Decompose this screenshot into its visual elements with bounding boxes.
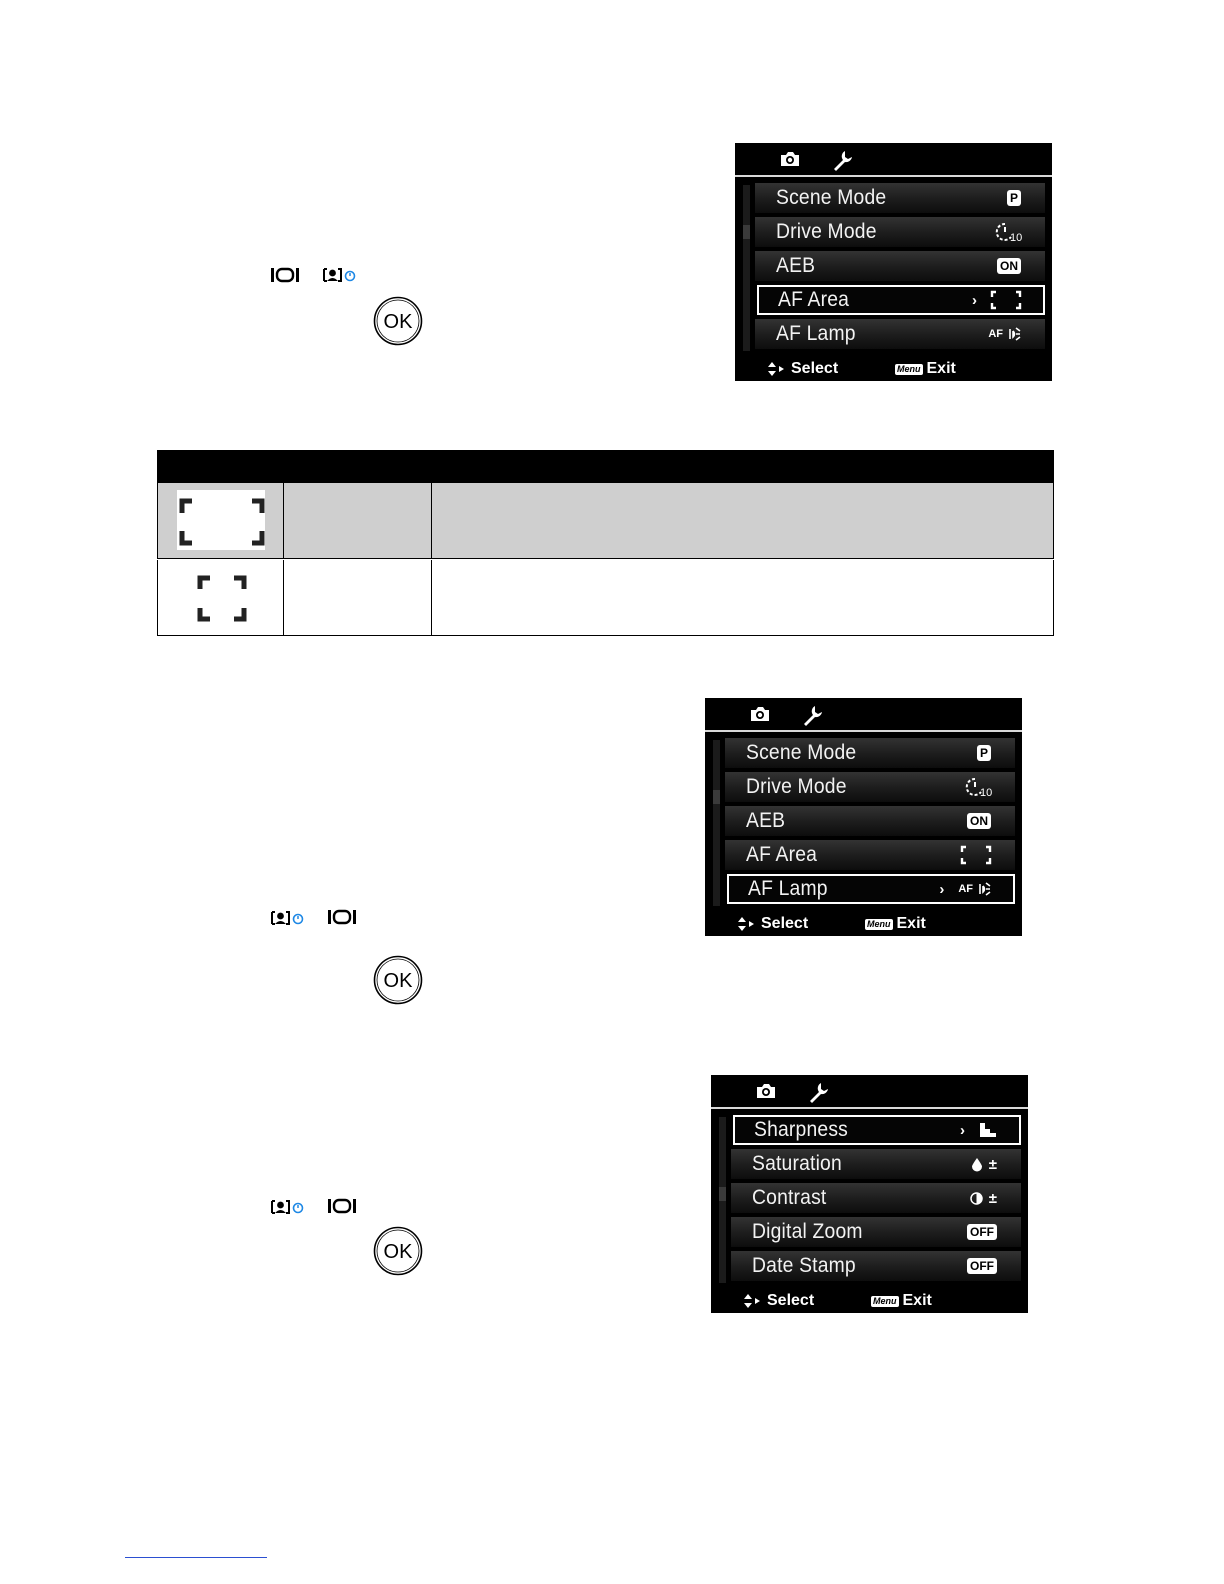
table-row	[157, 483, 1054, 559]
menu-item-label: Scene Mode	[746, 741, 857, 764]
table-cell-icon	[158, 483, 284, 558]
af-area-icon	[961, 846, 991, 864]
menu-item-label: AF Lamp	[776, 322, 856, 345]
contrast-icon	[970, 1192, 983, 1205]
menu-item-label: AF Area	[778, 288, 850, 311]
display-button-icon	[327, 908, 357, 926]
face-selftimer-button-icon	[270, 1198, 306, 1216]
menu-scrollbar[interactable]	[719, 1117, 726, 1283]
table-cell-label	[284, 483, 432, 558]
program-mode-badge: P	[1007, 190, 1021, 206]
menu-item-scene-mode[interactable]	[725, 738, 1015, 768]
menu-item-drive-mode[interactable]	[755, 217, 1045, 247]
table-cell-description	[432, 483, 1052, 558]
aeb-on-badge: ON	[967, 813, 991, 829]
camera-tab-icon[interactable]	[779, 149, 801, 169]
menu-item-label: Contrast	[752, 1186, 827, 1209]
menu-item-saturation[interactable]	[731, 1149, 1021, 1179]
updown-arrow-icon	[743, 1293, 761, 1309]
ok-button-icon	[373, 955, 423, 1005]
footer-select-label: Select	[791, 360, 839, 377]
af-lamp-value: AF	[988, 328, 1003, 340]
af-center-icon	[198, 576, 248, 622]
updown-arrow-icon	[767, 361, 785, 377]
menu-item-af-lamp[interactable]	[755, 319, 1045, 349]
camera-tab-icon[interactable]	[749, 704, 771, 724]
table-cell-description	[432, 560, 1052, 635]
menu-key-icon: Menu	[897, 363, 921, 374]
menu-item-label: Sharpness	[754, 1118, 849, 1141]
menu-tab-bar	[711, 1075, 1028, 1109]
menu-item-digital-zoom[interactable]	[731, 1217, 1021, 1247]
af-area-icon	[991, 291, 1021, 309]
menu-item-scene-mode[interactable]	[755, 183, 1045, 213]
af-lamp-icon	[1009, 326, 1021, 342]
menu-item-af-lamp[interactable]	[727, 874, 1015, 904]
af-wide-icon	[180, 499, 264, 545]
menu-item-contrast[interactable]	[731, 1183, 1021, 1213]
ok-label: OK	[383, 970, 413, 992]
footer-exit-label: Exit	[926, 360, 956, 377]
menu-item-label: Date Stamp	[752, 1254, 856, 1277]
menu-item-label: AEB	[746, 809, 786, 832]
menu-scrollbar[interactable]	[713, 740, 720, 906]
footer-select-label: Select	[767, 1292, 815, 1309]
camera-menu-screen-sharpness	[711, 1075, 1028, 1313]
sharpness-icon	[979, 1122, 997, 1138]
digital-zoom-off-badge: OFF	[967, 1224, 997, 1240]
menu-item-aeb[interactable]	[725, 806, 1015, 836]
menu-tab-bar	[735, 143, 1052, 177]
menu-key-icon: Menu	[873, 1295, 897, 1306]
footer-exit-label: Exit	[902, 1292, 932, 1309]
face-selftimer-button-icon	[270, 909, 306, 927]
menu-scrollbar[interactable]	[743, 185, 750, 351]
saturation-drop-icon	[971, 1157, 983, 1171]
menu-item-label: Drive Mode	[776, 220, 877, 243]
footer-exit-label: Exit	[896, 915, 926, 932]
menu-footer	[735, 357, 1052, 381]
af-lamp-value: AF	[958, 883, 973, 895]
menu-item-drive-mode[interactable]	[725, 772, 1015, 802]
footnote-rule	[125, 1557, 267, 1558]
wrench-tab-icon[interactable]	[801, 704, 823, 726]
menu-item-af-area[interactable]	[725, 840, 1015, 870]
wrench-tab-icon[interactable]	[807, 1081, 829, 1103]
menu-item-label: AF Lamp	[748, 877, 828, 900]
date-stamp-off-badge: OFF	[967, 1258, 997, 1274]
saturation-value: ±	[988, 1155, 997, 1173]
chevron-right-icon: ›	[960, 1121, 965, 1139]
table-cell-label	[284, 560, 432, 635]
wrench-tab-icon[interactable]	[831, 149, 853, 171]
menu-item-label: Scene Mode	[776, 186, 887, 209]
menu-item-label: AF Area	[746, 843, 818, 866]
menu-item-label: AEB	[776, 254, 816, 277]
face-selftimer-button-icon	[322, 266, 358, 284]
menu-key-icon: Menu	[867, 918, 891, 929]
ok-button-icon	[373, 296, 423, 346]
program-mode-badge: P	[977, 745, 991, 761]
menu-item-date-stamp[interactable]	[731, 1251, 1021, 1281]
camera-menu-screen-af-area	[735, 143, 1052, 381]
menu-item-aeb[interactable]	[755, 251, 1045, 281]
menu-item-af-area[interactable]	[757, 285, 1045, 315]
menu-footer	[705, 912, 1022, 936]
menu-item-label: Digital Zoom	[752, 1220, 863, 1243]
ok-label: OK	[383, 1241, 413, 1263]
self-timer-icon	[965, 776, 991, 798]
af-lamp-icon	[979, 881, 991, 897]
footer-select-label: Select	[761, 915, 809, 932]
table-row	[157, 560, 1054, 636]
chevron-right-icon: ›	[939, 880, 945, 898]
updown-arrow-icon	[737, 916, 755, 932]
svg-text:10: 10	[980, 787, 993, 799]
table-header	[157, 450, 1054, 483]
display-button-icon	[327, 1197, 357, 1215]
ok-label: OK	[383, 311, 413, 333]
display-button-icon	[270, 266, 300, 284]
contrast-value: ±	[988, 1189, 997, 1207]
aeb-on-badge: ON	[997, 258, 1021, 274]
menu-item-label: Drive Mode	[746, 775, 847, 798]
camera-tab-icon[interactable]	[755, 1081, 777, 1101]
af-area-options-table	[157, 450, 1054, 636]
chevron-right-icon: ›	[972, 291, 977, 309]
ok-button-icon	[373, 1226, 423, 1276]
camera-menu-screen-af-lamp	[705, 698, 1022, 936]
self-timer-icon	[995, 221, 1021, 243]
menu-footer	[711, 1289, 1028, 1313]
menu-item-sharpness[interactable]	[733, 1115, 1021, 1145]
svg-text:10: 10	[1010, 232, 1023, 244]
menu-item-label: Saturation	[752, 1152, 842, 1175]
table-cell-icon	[158, 560, 284, 635]
menu-tab-bar	[705, 698, 1022, 732]
